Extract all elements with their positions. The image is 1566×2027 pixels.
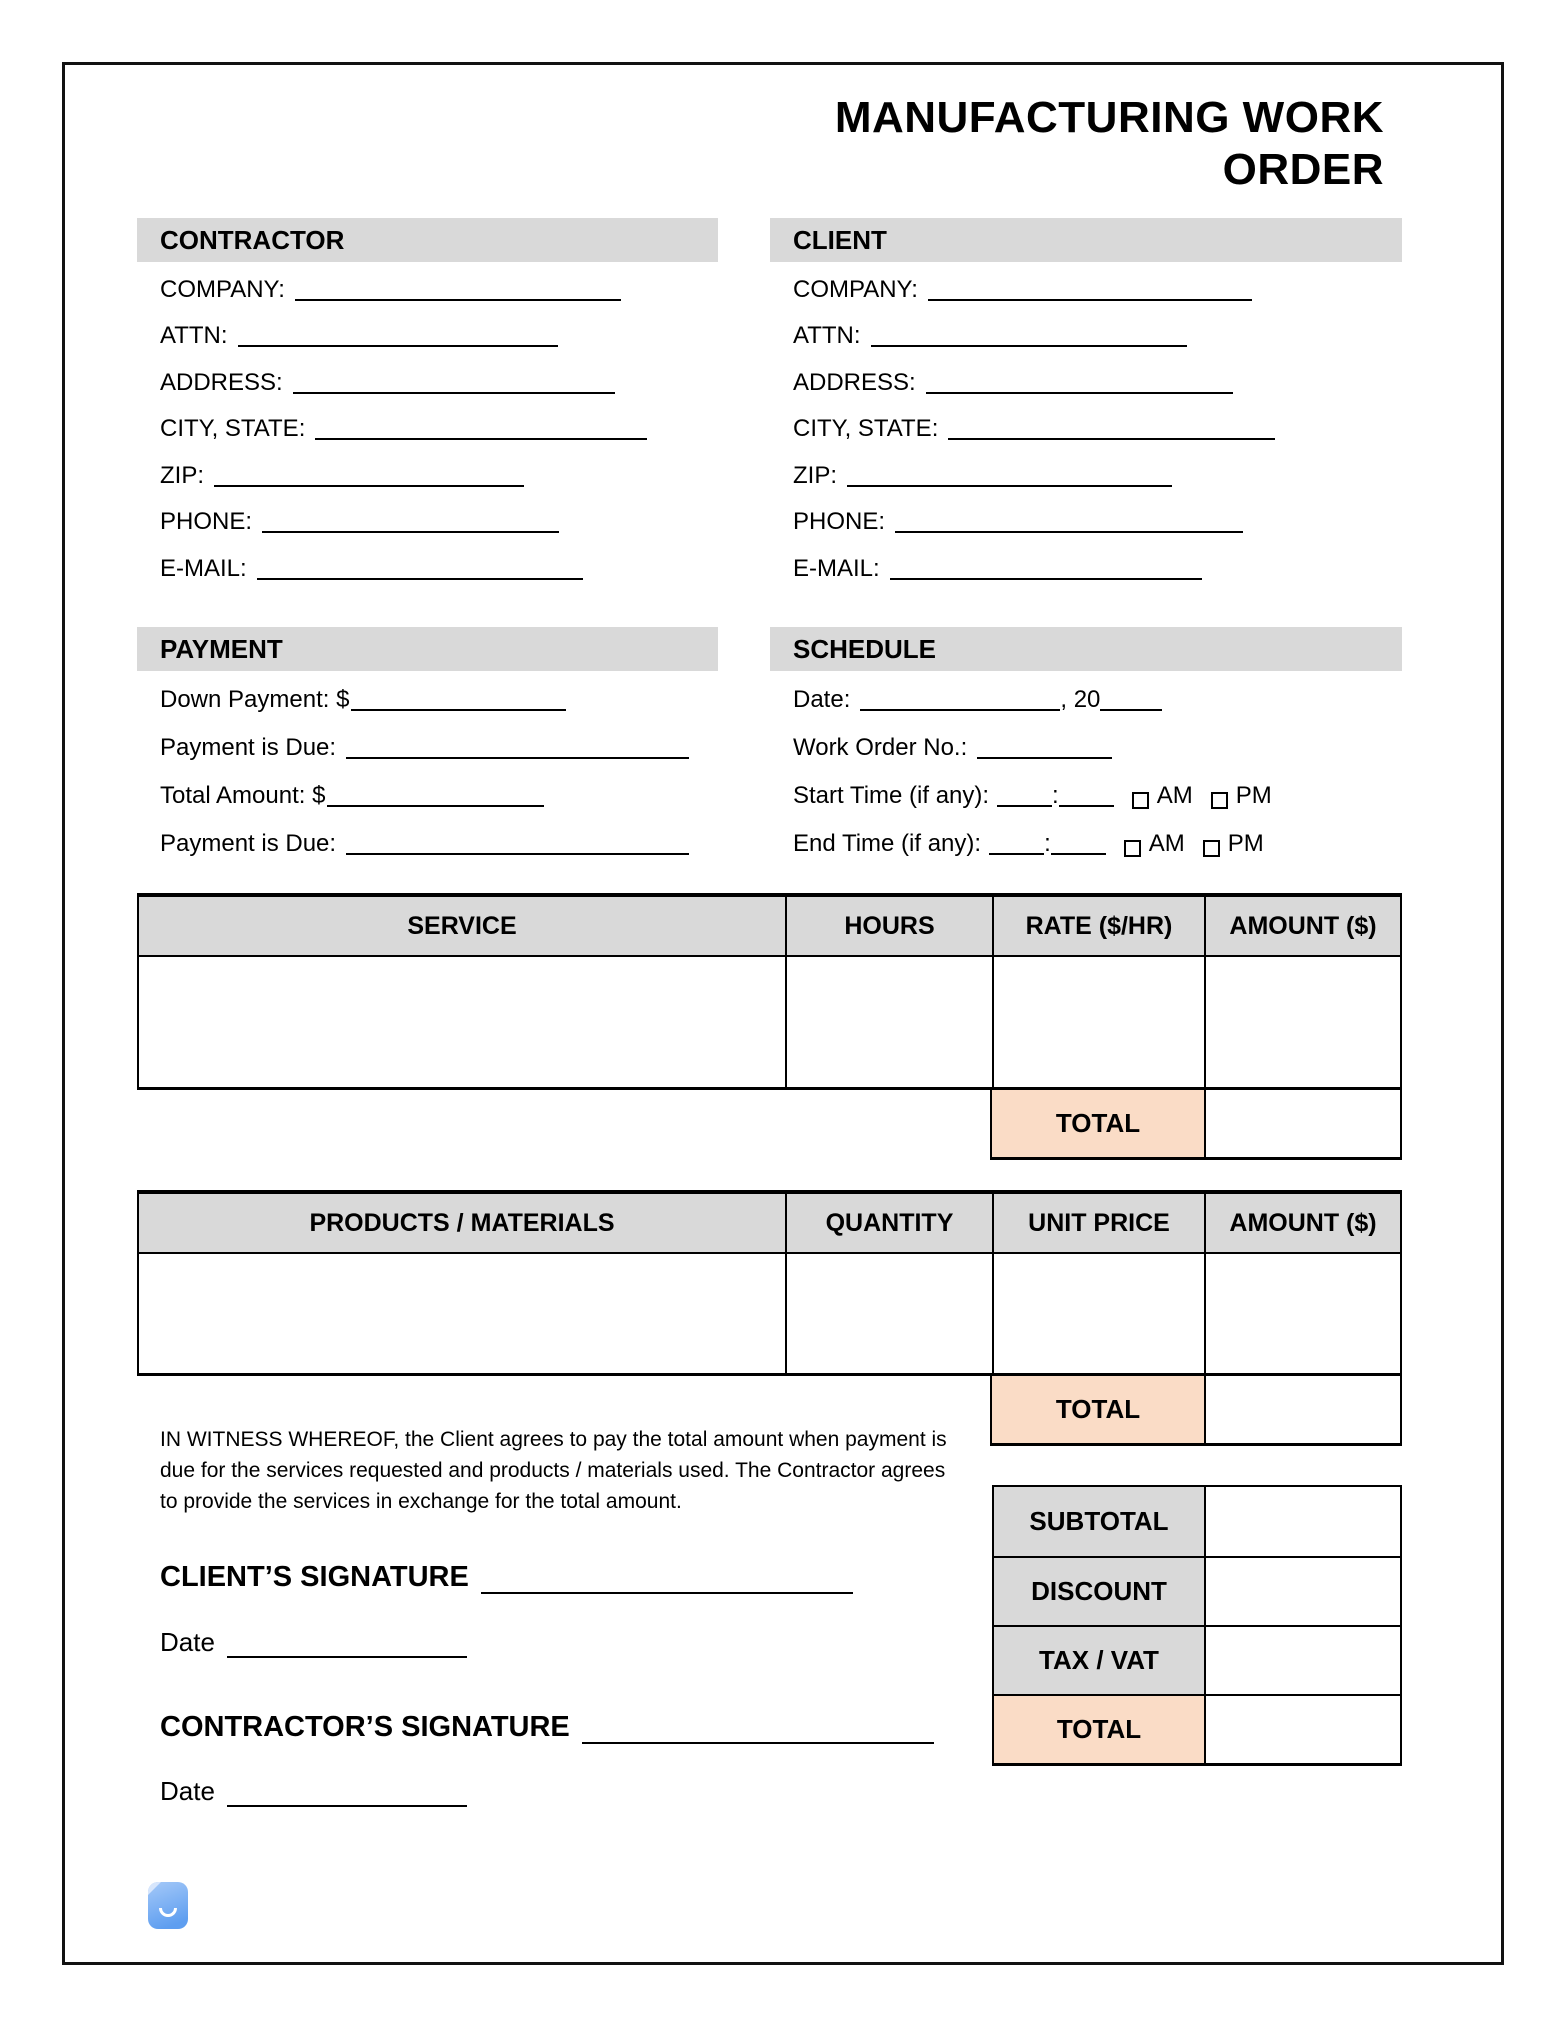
date-label: Date:: [793, 686, 851, 713]
amount-entry-cell[interactable]: [1204, 1254, 1400, 1373]
end-time-label: End Time (if any):: [793, 830, 982, 857]
client-zip-row: [793, 448, 1402, 495]
email-input-line[interactable]: [257, 578, 583, 580]
products-total-value-cell[interactable]: [1204, 1376, 1400, 1443]
subtotal-label: SUBTOTAL: [994, 1487, 1204, 1556]
service-total-label: TOTAL: [992, 1090, 1204, 1157]
client-fields: [770, 262, 1402, 588]
hours-entry-cell[interactable]: [785, 957, 992, 1087]
folded-corner-icon: [148, 1882, 161, 1895]
client-company-row: [793, 262, 1402, 309]
products-total-row: [990, 1376, 1402, 1446]
contractor-date-row: [160, 1773, 467, 1809]
client-city-state-row: [793, 402, 1402, 449]
contractor-zip-row: [160, 448, 718, 495]
products-total-label: TOTAL: [992, 1376, 1204, 1443]
unit-price-column-header: UNIT PRICE: [992, 1194, 1204, 1252]
payment-section-header: [137, 627, 718, 671]
products-table-body: [137, 1254, 1402, 1376]
address-input-line[interactable]: [293, 392, 615, 394]
payment-due-label-2: Payment is Due:: [160, 830, 337, 857]
start-time-row: [793, 767, 1402, 815]
email-input-line[interactable]: [890, 578, 1202, 580]
rate-entry-cell[interactable]: [992, 957, 1204, 1087]
client-heading: CLIENT: [793, 224, 887, 255]
address-label: ADDRESS:: [793, 368, 916, 396]
tax-vat-row: [994, 1625, 1400, 1694]
work-order-no-label: Work Order No.:: [793, 734, 968, 761]
contractor-city-state-row: [160, 402, 718, 449]
client-email-row: [793, 541, 1402, 588]
phone-input-line[interactable]: [895, 531, 1243, 533]
tax-vat-value-cell[interactable]: [1204, 1627, 1400, 1694]
contractor-signature-label: CONTRACTOR’S SIGNATURE: [160, 1711, 570, 1743]
client-attn-row: [793, 309, 1402, 356]
attn-label: ATTN:: [160, 322, 228, 349]
contractor-attn-row: [160, 309, 718, 356]
subtotal-value-cell[interactable]: [1204, 1487, 1400, 1556]
contractor-signature-line[interactable]: [582, 1742, 934, 1744]
client-address-row: [793, 355, 1402, 402]
schedule-date-row: [793, 671, 1402, 719]
schedule-section-header: [770, 627, 1402, 671]
address-label: ADDRESS:: [160, 368, 283, 396]
city-state-label: CITY, STATE:: [793, 415, 939, 442]
contractor-date-label: Date: [160, 1776, 215, 1806]
work-order-no-line[interactable]: [977, 757, 1112, 759]
zip-label: ZIP:: [160, 461, 205, 489]
city-state-input-line[interactable]: [948, 438, 1275, 440]
product-entry-cell[interactable]: [139, 1254, 785, 1373]
payment-section: [137, 627, 718, 863]
end-am-label: AM: [1148, 830, 1185, 857]
rate-column-header: RATE ($/HR): [992, 897, 1204, 955]
payment-due-label-1: Payment is Due:: [160, 734, 337, 761]
payment-heading: PAYMENT: [160, 633, 283, 664]
contractor-address-row: [160, 355, 718, 402]
client-date-row: [160, 1624, 467, 1660]
city-state-input-line[interactable]: [315, 438, 647, 440]
discount-label: DISCOUNT: [994, 1558, 1204, 1625]
client-section: [770, 218, 1402, 588]
phone-label: PHONE:: [160, 508, 253, 535]
attn-input-line[interactable]: [238, 345, 558, 347]
total-amount-label: Total Amount: $: [160, 782, 326, 809]
date-input-line[interactable]: [860, 709, 1060, 711]
contractor-date-line[interactable]: [227, 1805, 467, 1807]
contractor-section-header: [137, 218, 718, 262]
contractor-email-row: [160, 541, 718, 588]
zip-input-line[interactable]: [847, 485, 1172, 487]
service-total-value-cell[interactable]: [1204, 1090, 1400, 1157]
end-hour-line[interactable]: [989, 853, 1044, 855]
amount-column-header: AMOUNT ($): [1204, 1194, 1400, 1252]
total-amount-input-line[interactable]: [327, 805, 544, 807]
time-separator: :: [1044, 830, 1051, 857]
contractor-fields: [137, 262, 718, 588]
end-pm-checkbox[interactable]: [1203, 840, 1220, 857]
summary-box: [992, 1485, 1402, 1766]
city-state-label: CITY, STATE:: [160, 415, 306, 442]
start-hour-line[interactable]: [997, 805, 1052, 807]
start-pm-label: PM: [1235, 782, 1272, 809]
down-payment-input-line[interactable]: [351, 709, 566, 711]
down-payment-label: Down Payment: $: [160, 686, 350, 713]
start-time-label: Start Time (if any):: [793, 782, 990, 809]
end-minute-line[interactable]: [1051, 853, 1106, 855]
schedule-section: [770, 627, 1402, 863]
service-table: [137, 893, 1402, 1160]
amount-column-header: AMOUNT ($): [1204, 897, 1400, 955]
witness-clause: IN WITNESS WHEREOF, the Client agrees to pay the total amount when payment is due for the services requested and products / materials used. The Contractor agrees to provide the services in exchange for the total amount.: [160, 1428, 947, 1513]
products-table: [137, 1190, 1402, 1446]
client-signature-line[interactable]: [481, 1592, 853, 1594]
service-table-body: [137, 957, 1402, 1090]
address-input-line[interactable]: [926, 392, 1233, 394]
start-pm-checkbox[interactable]: [1211, 792, 1228, 809]
company-label: COMPANY:: [160, 275, 285, 303]
quantity-column-header: QUANTITY: [785, 1194, 992, 1252]
zip-label: ZIP:: [793, 461, 838, 489]
tax-vat-label: TAX / VAT: [994, 1627, 1204, 1694]
smile-icon: [159, 1908, 177, 1917]
grand-total-row: [994, 1694, 1400, 1763]
client-phone-row: [793, 495, 1402, 542]
service-total-row: [990, 1090, 1402, 1160]
document-brand-logo-icon: [148, 1882, 188, 1929]
end-pm-label: PM: [1227, 830, 1264, 857]
payment-fields: [137, 671, 718, 863]
document-title: MANUFACTURING WORK ORDER: [834, 93, 1384, 194]
start-minute-line[interactable]: [1059, 805, 1114, 807]
unit-price-entry-cell[interactable]: [992, 1254, 1204, 1373]
company-input-line[interactable]: [928, 299, 1252, 301]
client-signature-label: CLIENT’S SIGNATURE: [160, 1561, 469, 1593]
contractor-section: [137, 218, 718, 588]
payment-due-input-line-2[interactable]: [346, 853, 689, 855]
phone-label: PHONE:: [793, 508, 886, 535]
discount-value-cell[interactable]: [1204, 1558, 1400, 1625]
schedule-heading: SCHEDULE: [793, 633, 937, 664]
contractor-heading: CONTRACTOR: [160, 224, 345, 255]
attn-label: ATTN:: [793, 322, 861, 349]
end-am-checkbox[interactable]: [1124, 840, 1141, 857]
payment-due-input-line-1[interactable]: [346, 757, 689, 759]
company-input-line[interactable]: [295, 299, 621, 301]
zip-input-line[interactable]: [214, 485, 524, 487]
products-table-header: [137, 1190, 1402, 1254]
subtotal-row: [994, 1487, 1400, 1556]
client-signature-row: [160, 1560, 853, 1596]
time-separator: :: [1052, 782, 1059, 809]
email-label: E-MAIL:: [160, 554, 247, 582]
start-am-label: AM: [1156, 782, 1193, 809]
phone-input-line[interactable]: [262, 531, 559, 533]
start-am-checkbox[interactable]: [1132, 792, 1149, 809]
company-label: COMPANY:: [793, 275, 918, 303]
discount-row: [994, 1556, 1400, 1625]
contractor-signature-row: [160, 1710, 934, 1746]
date-year-line[interactable]: [1100, 709, 1162, 711]
end-time-row: [793, 815, 1402, 863]
schedule-fields: [770, 671, 1402, 863]
service-table-header: [137, 893, 1402, 957]
amount-entry-cell[interactable]: [1204, 957, 1400, 1087]
products-column-header: PRODUCTS / MATERIALS: [309, 1208, 615, 1237]
payment-due-row-2: [160, 815, 718, 863]
client-date-label: Date: [160, 1627, 215, 1657]
contractor-company-row: [160, 262, 718, 309]
attn-input-line[interactable]: [871, 345, 1187, 347]
work-order-no-row: [793, 719, 1402, 767]
date-year-prefix: , 20: [1060, 686, 1101, 713]
client-section-header: [770, 218, 1402, 262]
client-date-line[interactable]: [227, 1656, 467, 1658]
hours-column-header: HOURS: [785, 897, 992, 955]
down-payment-row: [160, 671, 718, 719]
quantity-entry-cell[interactable]: [785, 1254, 992, 1373]
service-column-header: SERVICE: [407, 911, 517, 940]
payment-due-row-1: [160, 719, 718, 767]
grand-total-label: TOTAL: [994, 1696, 1204, 1763]
service-entry-cell[interactable]: [139, 957, 785, 1087]
total-amount-row: [160, 767, 718, 815]
email-label: E-MAIL:: [793, 554, 880, 582]
contractor-phone-row: [160, 495, 718, 542]
grand-total-value-cell[interactable]: [1204, 1696, 1400, 1763]
